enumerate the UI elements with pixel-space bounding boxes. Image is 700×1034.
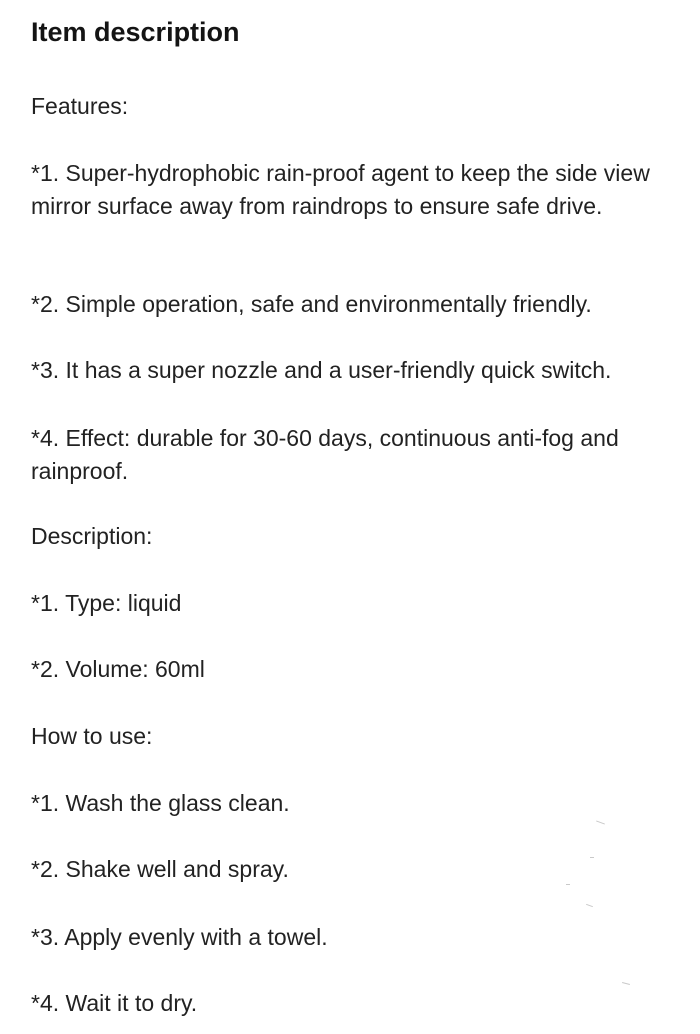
how-to-use-step-4: *4. Wait it to dry.	[31, 990, 198, 1016]
page-title: Item description	[31, 17, 240, 47]
description-item-2: *2. Volume: 60ml	[31, 656, 205, 682]
description-item-1: *1. Type: liquid	[31, 590, 182, 616]
scan-speck	[590, 857, 594, 858]
scan-speck	[622, 982, 630, 985]
description-heading: Description:	[31, 523, 153, 549]
how-to-use-step-2: *2. Shake well and spray.	[31, 856, 289, 882]
feature-item-4: *4. Effect: durable for 30-60 days, continuous anti-fog and rainproof.	[31, 425, 619, 484]
scan-speck	[596, 820, 605, 824]
feature-item-1: *1. Super-hydrophobic rain-proof agent to keep the side view mirror surface away from raindrops to ensure safe drive.	[31, 160, 650, 219]
how-to-use-heading: How to use:	[31, 723, 153, 749]
features-heading: Features:	[31, 93, 129, 119]
how-to-use-step-1: *1. Wash the glass clean.	[31, 790, 290, 816]
feature-item-2: *2. Simple operation, safe and environmentally friendly.	[31, 291, 592, 317]
scan-speck	[566, 884, 570, 885]
feature-item-3: *3. It has a super nozzle and a user-friendly quick switch.	[31, 357, 612, 383]
scan-speck	[586, 904, 593, 907]
how-to-use-step-3: *3. Apply evenly with a towel.	[31, 924, 328, 950]
